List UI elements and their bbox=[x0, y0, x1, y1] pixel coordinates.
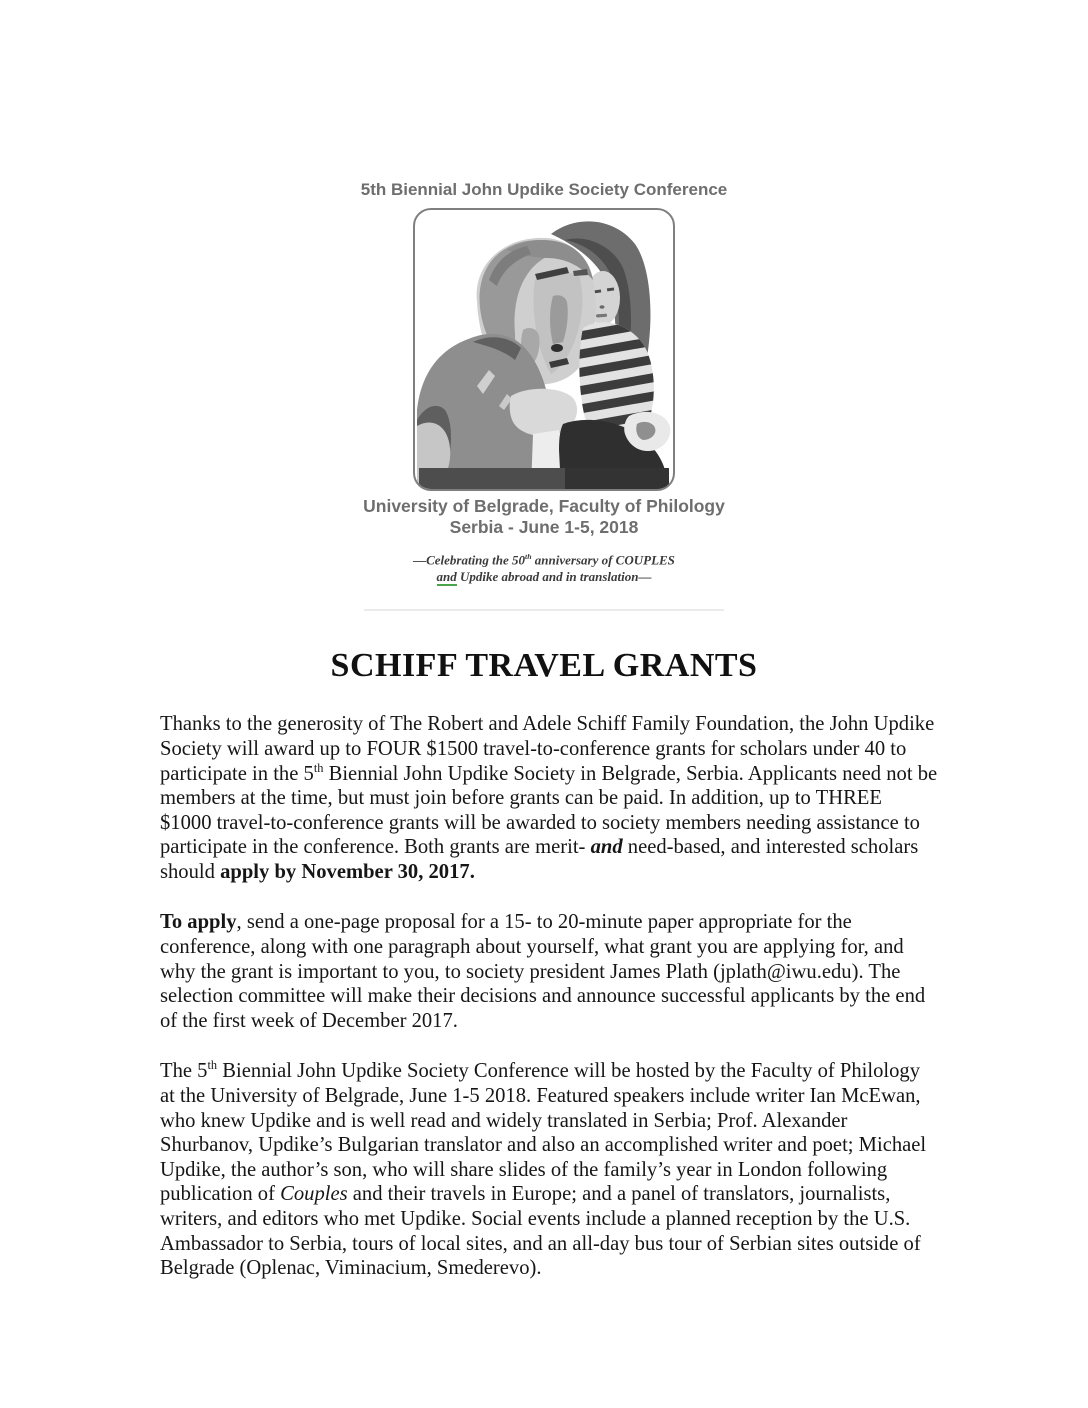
grammar-check-underlined-word: and bbox=[436, 568, 457, 584]
ordinal-superscript: th bbox=[313, 760, 324, 775]
tagline-line1-pre: —Celebrating the 50 bbox=[413, 552, 526, 568]
text-segment: and bbox=[590, 836, 623, 859]
logo-caption-top: 5th Biennial John Updike Society Conference bbox=[360, 180, 728, 199]
text-segment: To apply bbox=[160, 911, 237, 934]
text-segment: , send a one-page proposal for a 15- to 20-minute paper appropriate for the conference, along with one paragraph about yourself, what grant you are applying for, and why the grant is important to you, to society president James Plath (jplath@iwu.edu). The selection committee will make their decisions and announce successful applicants by the end of the first week of December 2017. bbox=[160, 911, 926, 1032]
text-segment: need-based, and interested scholars should bbox=[160, 836, 919, 883]
logo-frame bbox=[413, 208, 675, 491]
tagline-ordinal-superscript: th bbox=[525, 552, 532, 561]
page-title: SCHIFF TRAVEL GRANTS bbox=[330, 647, 758, 685]
section-divider bbox=[364, 609, 724, 611]
text-segment: Couples bbox=[280, 1183, 348, 1206]
conference-logo-block bbox=[0, 180, 1088, 585]
logo-date-line: Serbia - June 1-5, 2018 bbox=[449, 517, 639, 537]
ordinal-superscript: th bbox=[207, 1058, 218, 1073]
text-segment: Biennial John Updike Society Conference will be hosted by the Faculty of Philology at the University of Belgrade, June 1-5 2018. Featured speakers include writer Ian McEwan, who knew Updike and is well read and widely translated in Serbia; Prof. Alexander Shurbanov, Updike’s Bulgarian translator and also an accomplished writer and poet; Michael Updike, the author’s son, who will share slides of the family’s year in London following publication of bbox=[160, 1060, 927, 1206]
text-segment: and their travels in Europe; and a panel of translators, journalists, writers, and editors who met Updike. Social events include a planned reception by the U.S. Ambassador to Serbia, tours of local sites, and an all-day bus tour of Serbian sites outside of Belgrade (Oplenac, Viminacium, Smederevo). bbox=[160, 1183, 921, 1280]
tagline-line2-post: Updike abroad and in translation— bbox=[456, 568, 652, 584]
logo-tagline bbox=[0, 549, 1088, 585]
text-segment: Thanks to the generosity of The Robert and Adele Schiff Family Foundation, the John Updike Society will award up to FOUR $1500 travel-to-conference grants for scholars under 40 to participate in the 5 bbox=[160, 713, 935, 785]
conference-logo-illustration bbox=[415, 210, 673, 489]
text-segment: The 5 bbox=[160, 1060, 208, 1083]
tagline-line1 bbox=[0, 549, 1088, 569]
body-paragraphs bbox=[160, 712, 938, 1280]
text-segment: Biennial John Updike Society in Belgrade, Serbia. Applicants need not be members at the time, but must join before grants can be paid. In addition, up to THREE $1000 travel-to-conference grants will be awarded to society members needing assistance to participate in the conference. Both grants are merit- bbox=[160, 762, 938, 859]
logo-university-line: University of Belgrade, Faculty of Philology bbox=[363, 496, 725, 516]
tagline-line2 bbox=[0, 569, 1088, 586]
paragraph bbox=[160, 910, 938, 1033]
logo-caption-bottom bbox=[0, 496, 1088, 538]
text-segment: apply by November 30, 2017. bbox=[220, 860, 475, 883]
paragraph bbox=[160, 712, 938, 884]
paragraph bbox=[160, 1059, 938, 1280]
tagline-line1-post: anniversary of COUPLES bbox=[531, 552, 675, 568]
